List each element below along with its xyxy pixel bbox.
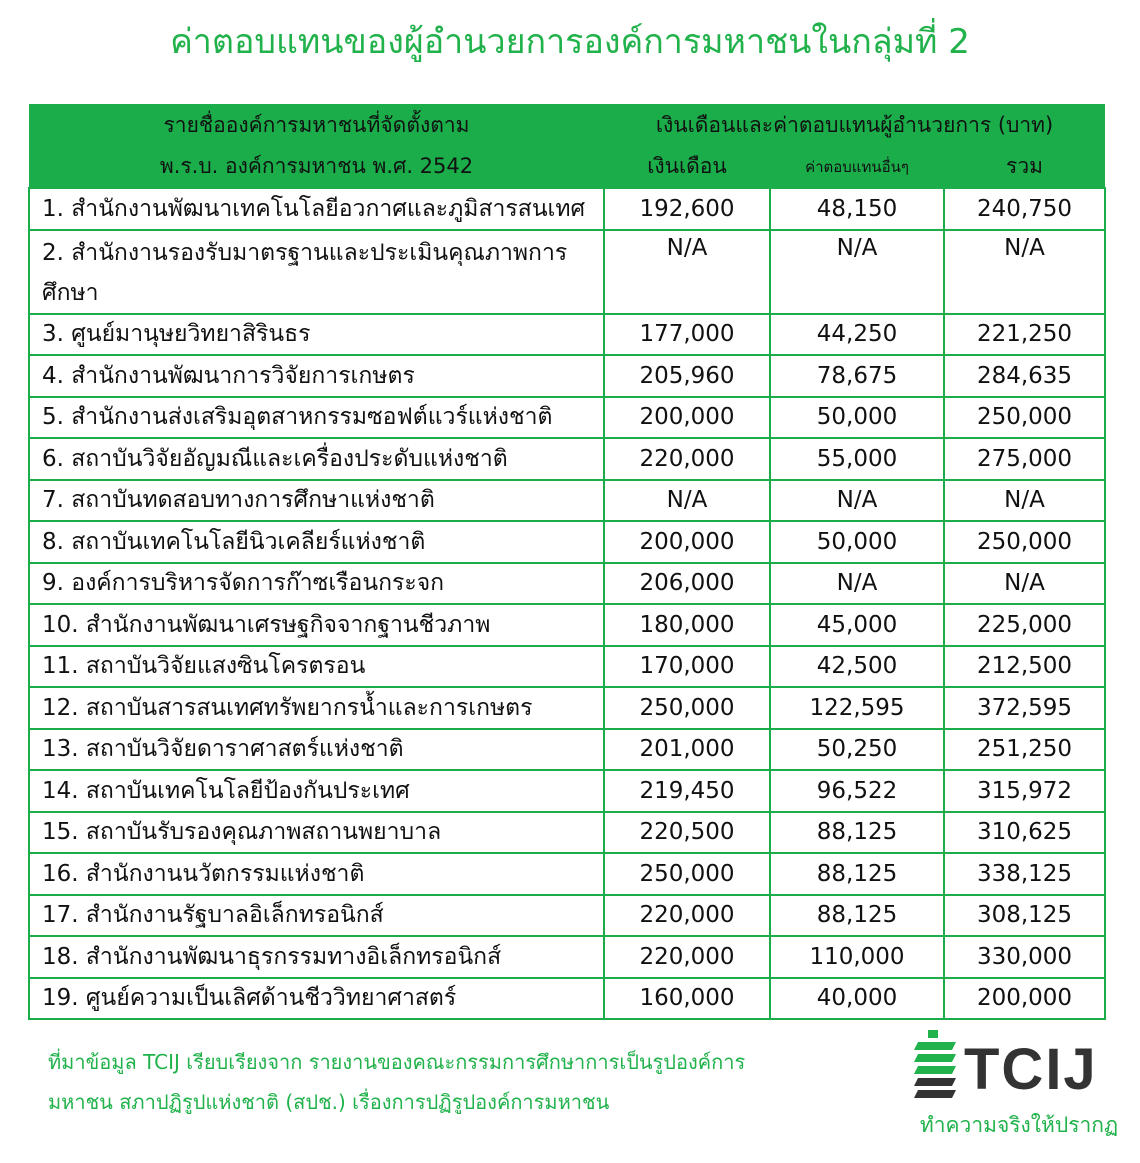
salary-cell: 250,000 bbox=[604, 853, 770, 895]
total-cell: 310,625 bbox=[944, 812, 1105, 854]
salary-cell: 177,000 bbox=[604, 314, 770, 356]
source-note bbox=[48, 1042, 868, 1122]
total-cell: 275,000 bbox=[944, 438, 1105, 480]
other-cell: 40,000 bbox=[770, 978, 944, 1020]
other-cell: 88,125 bbox=[770, 853, 944, 895]
table-row bbox=[29, 563, 1105, 605]
other-cell: 110,000 bbox=[770, 936, 944, 978]
org-name-cell: 1. สำนักงานพัฒนาเทคโนโลยีอวกาศและภูมิสารสนเทศ bbox=[29, 188, 604, 230]
org-name-cell: 15. สถาบันรับรองคุณภาพสถานพยาบาล bbox=[29, 812, 604, 854]
other-cell: N/A bbox=[770, 480, 944, 522]
other-cell: N/A bbox=[770, 563, 944, 605]
total-cell: 315,972 bbox=[944, 770, 1105, 812]
other-cell: 45,000 bbox=[770, 604, 944, 646]
total-cell: 250,000 bbox=[944, 397, 1105, 439]
salary-cell: 250,000 bbox=[604, 687, 770, 729]
table-row bbox=[29, 936, 1105, 978]
table-row bbox=[29, 853, 1105, 895]
total-cell: N/A bbox=[944, 563, 1105, 605]
table-row bbox=[29, 895, 1105, 937]
org-name-cell: 14. สถาบันเทคโนโลยีป้องกันประเทศ bbox=[29, 770, 604, 812]
org-name-cell: 4. สำนักงานพัฒนาการวิจัยการเกษตร bbox=[29, 355, 604, 397]
other-cell: 88,125 bbox=[770, 812, 944, 854]
org-name-cell: 2. สำนักงานรองรับมาตรฐานและประเมินคุณภาพการศึกษา bbox=[29, 230, 604, 314]
other-cell: 50,000 bbox=[770, 521, 944, 563]
table-body bbox=[29, 188, 1105, 1019]
other-cell: 48,150 bbox=[770, 188, 944, 230]
tcij-logo bbox=[914, 1030, 1124, 1150]
total-cell: 240,750 bbox=[944, 188, 1105, 230]
org-name-cell: 16. สำนักงานนวัตกรรมแห่งชาติ bbox=[29, 853, 604, 895]
salary-cell: 219,450 bbox=[604, 770, 770, 812]
salary-cell: 160,000 bbox=[604, 978, 770, 1020]
total-cell: N/A bbox=[944, 230, 1105, 314]
table-row bbox=[29, 438, 1105, 480]
table-row bbox=[29, 812, 1105, 854]
other-cell: N/A bbox=[770, 230, 944, 314]
compensation-table bbox=[28, 104, 1106, 1020]
org-name-cell: 7. สถาบันทดสอบทางการศึกษาแห่งชาติ bbox=[29, 480, 604, 522]
table-row bbox=[29, 604, 1105, 646]
table-row bbox=[29, 770, 1105, 812]
source-line1: ที่มาข้อมูล TCIJ เรียบเรียงจาก รายงานของคณะกรรมการศึกษาการเป็นรูปองค์การ bbox=[48, 1050, 746, 1074]
salary-cell: 220,000 bbox=[604, 438, 770, 480]
org-name-cell: 5. สำนักงานส่งเสริมอุตสาหกรรมซอฟต์แวร์แห่งชาติ bbox=[29, 397, 604, 439]
other-cell: 78,675 bbox=[770, 355, 944, 397]
total-cell: 330,000 bbox=[944, 936, 1105, 978]
salary-cell: 220,000 bbox=[604, 936, 770, 978]
other-cell: 44,250 bbox=[770, 314, 944, 356]
salary-cell: N/A bbox=[604, 230, 770, 314]
other-cell: 50,000 bbox=[770, 397, 944, 439]
total-cell: 225,000 bbox=[944, 604, 1105, 646]
total-cell: 251,250 bbox=[944, 729, 1105, 771]
table-row bbox=[29, 646, 1105, 688]
salary-cell: 220,500 bbox=[604, 812, 770, 854]
other-cell: 122,595 bbox=[770, 687, 944, 729]
other-cell: 55,000 bbox=[770, 438, 944, 480]
tcij-stripes-icon bbox=[914, 1030, 960, 1102]
table-row bbox=[29, 687, 1105, 729]
salary-cell: 206,000 bbox=[604, 563, 770, 605]
table-row bbox=[29, 729, 1105, 771]
salary-cell: 192,600 bbox=[604, 188, 770, 230]
table-row bbox=[29, 978, 1105, 1020]
org-name-cell: 12. สถาบันสารสนเทศทรัพยากรน้ำและการเกษตร bbox=[29, 687, 604, 729]
table-row bbox=[29, 521, 1105, 563]
total-cell: 284,635 bbox=[944, 355, 1105, 397]
salary-cell: 201,000 bbox=[604, 729, 770, 771]
salary-cell: 220,000 bbox=[604, 895, 770, 937]
salary-cell: N/A bbox=[604, 480, 770, 522]
header-org-line1: รายชื่อองค์การมหาชนที่จัดตั้งตาม bbox=[29, 104, 604, 146]
salary-cell: 205,960 bbox=[604, 355, 770, 397]
table-header bbox=[29, 104, 1105, 188]
table-row bbox=[29, 230, 1105, 314]
source-line2: มหาชน สภาปฏิรูปแห่งชาติ (สปช.) เรื่องการปฏิรูปองค์การมหาชน bbox=[48, 1090, 610, 1114]
org-name-cell: 11. สถาบันวิจัยแสงซินโครตรอน bbox=[29, 646, 604, 688]
org-name-cell: 18. สำนักงานพัฒนาธุรกรรมทางอิเล็กทรอนิกส์ bbox=[29, 936, 604, 978]
page-title: ค่าตอบแทนของผู้อำนวยการองค์การมหาชนในกลุ่มที่ 2 bbox=[170, 22, 970, 62]
header-org-line2: พ.ร.บ. องค์การมหาชน พ.ศ. 2542 bbox=[29, 146, 604, 188]
total-cell: 250,000 bbox=[944, 521, 1105, 563]
total-cell: 221,250 bbox=[944, 314, 1105, 356]
salary-cell: 170,000 bbox=[604, 646, 770, 688]
logo-wordmark: TCIJ bbox=[964, 1037, 1098, 1102]
table-row bbox=[29, 480, 1105, 522]
other-cell: 88,125 bbox=[770, 895, 944, 937]
other-cell: 96,522 bbox=[770, 770, 944, 812]
org-name-cell: 9. องค์การบริหารจัดการก๊าซเรือนกระจก bbox=[29, 563, 604, 605]
org-name-cell: 17. สำนักงานรัฐบาลอิเล็กทรอนิกส์ bbox=[29, 895, 604, 937]
header-group-label: เงินเดือนและค่าตอบแทนผู้อำนวยการ (บาท) bbox=[604, 104, 1105, 146]
org-name-cell: 10. สำนักงานพัฒนาเศรษฐกิจจากฐานชีวภาพ bbox=[29, 604, 604, 646]
salary-cell: 180,000 bbox=[604, 604, 770, 646]
total-cell: 372,595 bbox=[944, 687, 1105, 729]
other-cell: 50,250 bbox=[770, 729, 944, 771]
salary-cell: 200,000 bbox=[604, 397, 770, 439]
table-row bbox=[29, 355, 1105, 397]
org-name-cell: 6. สถาบันวิจัยอัญมณีและเครื่องประดับแห่งชาติ bbox=[29, 438, 604, 480]
total-cell: 200,000 bbox=[944, 978, 1105, 1020]
other-cell: 42,500 bbox=[770, 646, 944, 688]
total-cell: 338,125 bbox=[944, 853, 1105, 895]
org-name-cell: 8. สถาบันเทคโนโลยีนิวเคลียร์แห่งชาติ bbox=[29, 521, 604, 563]
table-row bbox=[29, 397, 1105, 439]
header-other: ค่าตอบแทนอื่นๆ bbox=[770, 146, 944, 188]
table-row bbox=[29, 188, 1105, 230]
header-salary: เงินเดือน bbox=[604, 146, 770, 188]
table-row bbox=[29, 314, 1105, 356]
org-name-cell: 3. ศูนย์มานุษยวิทยาสิรินธร bbox=[29, 314, 604, 356]
org-name-cell: 19. ศูนย์ความเป็นเลิศด้านชีววิทยาศาสตร์ bbox=[29, 978, 604, 1020]
total-cell: N/A bbox=[944, 480, 1105, 522]
logo-tagline: ทำความจริงให้ปรากฏ bbox=[919, 1113, 1119, 1137]
org-name-cell: 13. สถาบันวิจัยดาราศาสตร์แห่งชาติ bbox=[29, 729, 604, 771]
salary-cell: 200,000 bbox=[604, 521, 770, 563]
header-total: รวม bbox=[944, 146, 1105, 188]
total-cell: 212,500 bbox=[944, 646, 1105, 688]
total-cell: 308,125 bbox=[944, 895, 1105, 937]
